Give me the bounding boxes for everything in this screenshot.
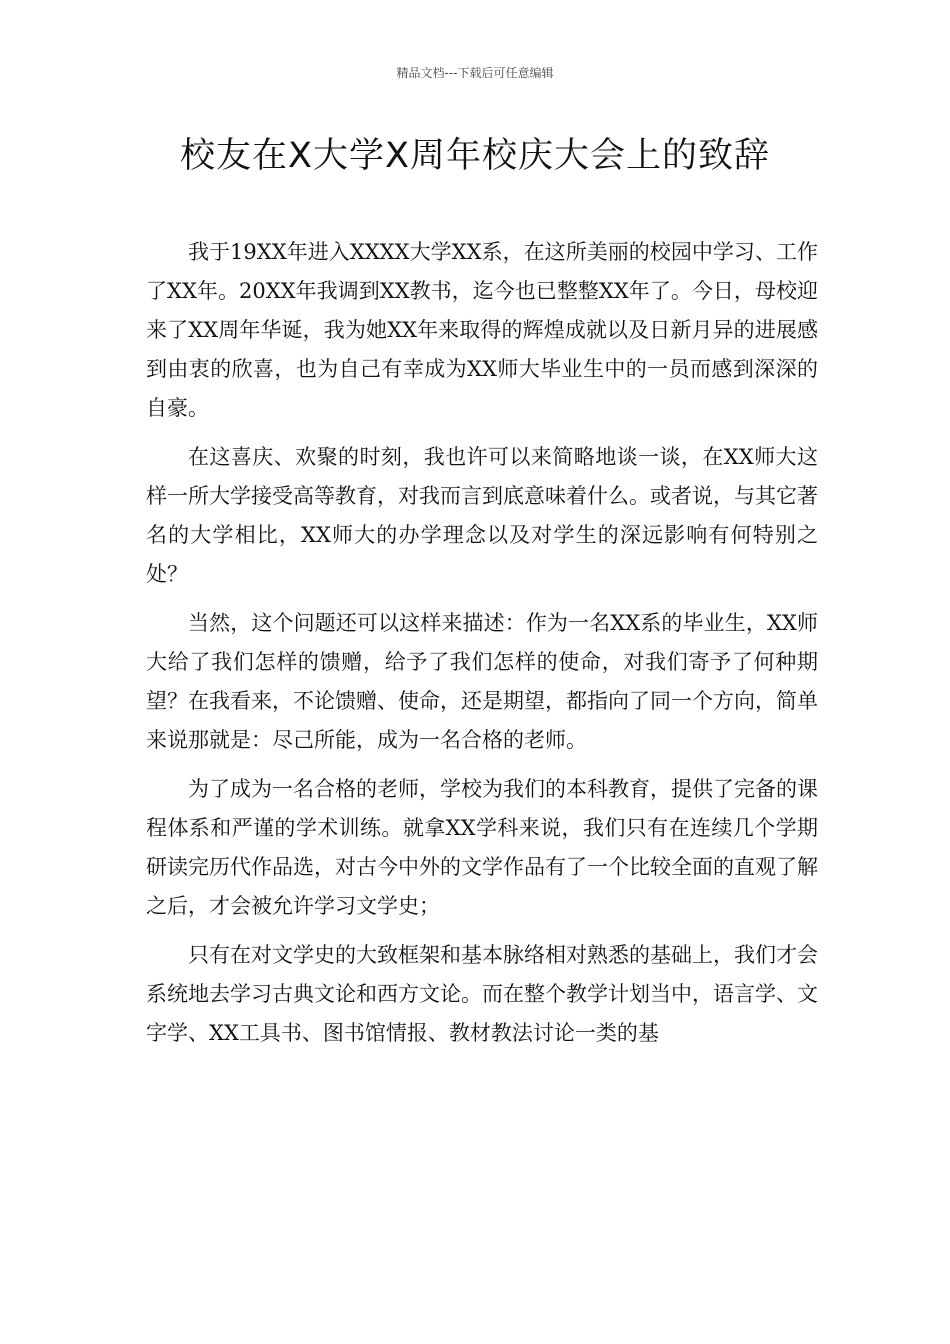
paragraph: 我于19XX年进入XXXX大学XX系，在这所美丽的校园中学习、工作了XX年。20XX年我调到XX教书，迄今也已整整XX年了。今日，母校迎来了XX周年华诞，我为她XX年来取得的辉煌成就以及日新月异的进展感到由衷的欣喜，也为自己有幸成为XX师大毕业生中的一员而感到深深的自豪。 — [146, 240, 818, 420]
paragraph: 为了成为一名合格的老师，学校为我们的本科教育，提供了完备的课程体系和严谨的学术训练。就拿XX学科来说，我们只有在连续几个学期研读完历代作品选，对古今中外的文学作品有了一个比较全面的直观了解之后，才会被允许学习文学史； — [146, 777, 818, 918]
document-title: 校友在X大学X周年校庆大会上的致辞 — [180, 136, 770, 176]
header-note: 精品文档---下载后可任意编辑 — [396, 66, 554, 80]
document-body — [146, 233, 818, 1063]
paragraph: 只有在对文学史的大致框架和基本脉络相对熟悉的基础上，我们才会系统地去学习古典文论和西方文论。而在整个教学计划当中，语言学、文字学、XX工具书、图书馆情报、教材教法讨论一类的基 — [146, 943, 818, 1045]
paragraph: 在这喜庆、欢聚的时刻，我也许可以来简略地谈一谈，在XX师大这样一所大学接受高等教育，对我而言到底意味着什么。或者说，与其它著名的大学相比，XX师大的办学理念以及对学生的深远影响有何特别之处？ — [146, 445, 818, 586]
paragraph: 当然，这个问题还可以这样来描述：作为一名XX系的毕业生，XX师大给了我们怎样的馈赠，给予了我们怎样的使命，对我们寄予了何种期望？在我看来，不论馈赠、使命，还是期望，都指向了同一个方向，简单来说那就是：尽己所能，成为一名合格的老师。 — [146, 611, 818, 752]
